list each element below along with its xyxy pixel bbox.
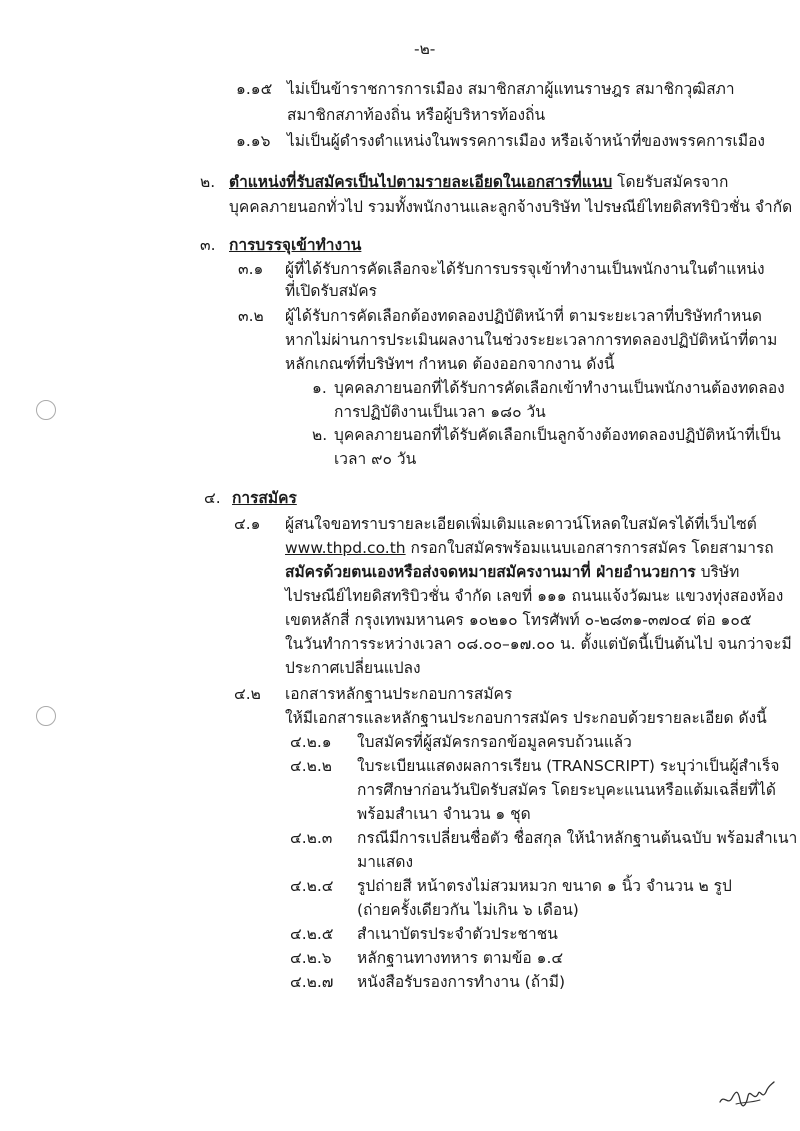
punch-hole-icon bbox=[36, 400, 56, 420]
subitem-number: ๑. bbox=[312, 379, 327, 397]
subitem-number: ๒. bbox=[312, 426, 328, 444]
doc-number: ๔.๒.๑ bbox=[290, 733, 332, 751]
section-4-heading: การสมัคร bbox=[232, 489, 297, 507]
punch-hole-icon bbox=[36, 706, 56, 726]
doc-text: รูปถ่ายสี หน้าตรงไม่สวมหมวก ขนาด ๑ นิ้ว จำนวน ๒ รูป bbox=[357, 877, 732, 895]
section-number: ๒. bbox=[200, 173, 216, 191]
item-number: ๓.๑ bbox=[238, 260, 264, 278]
section-2-text: บุคคลภายนอกทั่วไป รวมทั้งพนักงานและลูกจ้างบริษัท ไปรษณีย์ไทยดิสทริบิวชั่น จำกัด bbox=[229, 198, 793, 216]
subitem-text: เวลา ๙๐ วัน bbox=[334, 450, 417, 468]
apply-instruction-bold: สมัครด้วยตนเองหรือส่งจดหมายสมัครงานมาที่ ฝ่ายอำนวยการ bbox=[285, 563, 696, 581]
item-text: ผู้ได้รับการคัดเลือกต้องทดลองปฏิบัติหน้าที่ ตามระยะเวลาที่บริษัทกำหนด bbox=[285, 307, 762, 325]
item-text bbox=[285, 537, 774, 559]
doc-text: กรณีมีการเปลี่ยนชื่อตัว ชื่อสกุล ให้นำหลักฐานต้นฉบับ พร้อมสำเนา bbox=[357, 829, 798, 847]
subitem-text: บุคคลภายนอกที่ได้รับการคัดเลือกเข้าทำงานเป็นพนักงานต้องทดลอง bbox=[334, 379, 785, 397]
item-text: หากไม่ผ่านการประเมินผลงานในช่วงระยะเวลาการทดลองปฏิบัติหน้าที่ตาม bbox=[285, 331, 778, 349]
item-text: เขตหลักสี่ กรุงเทพมหานคร ๑๐๒๑๐ โทรศัพท์ ๐-๒๘๓๑-๓๗๐๔ ต่อ ๑๐๕ bbox=[285, 611, 752, 629]
doc-text: ใบระเบียนแสดงผลการเรียน (TRANSCRIPT) ระบุว่าเป็นผู้สำเร็จ bbox=[357, 757, 780, 775]
page-number: -๒- bbox=[414, 40, 436, 58]
section-2-heading-tail: โดยรับสมัครจาก bbox=[612, 173, 729, 191]
item-text-tail: กรอกใบสมัครพร้อมแนบเอกสารการสมัคร โดยสามารถ bbox=[405, 539, 774, 557]
doc-text: พร้อมสำเนา จำนวน ๑ ชุด bbox=[357, 805, 531, 823]
doc-text: (ถ่ายครั้งเดียวกัน ไม่เกิน ๖ เดือน) bbox=[357, 901, 579, 919]
doc-number: ๔.๒.๒ bbox=[290, 757, 333, 775]
section-number: ๔. bbox=[204, 489, 221, 507]
item-number: ๔.๑ bbox=[234, 515, 261, 533]
doc-text: หนังสือรับรองการทำงาน (ถ้ามี) bbox=[357, 973, 566, 991]
item-text: ผู้ที่ได้รับการคัดเลือกจะได้รับการบรรจุเข้าทำงานเป็นพนักงานในตำแหน่ง bbox=[285, 260, 765, 278]
website-link[interactable]: www.thpd.co.th bbox=[285, 539, 406, 557]
section-2-heading-line bbox=[229, 171, 728, 193]
item-text: ที่เปิดรับสมัคร bbox=[285, 282, 377, 300]
section-3-heading: การบรรจุเข้าทำงาน bbox=[229, 236, 362, 254]
doc-number: ๔.๒.๗ bbox=[290, 973, 334, 991]
doc-text: สำเนาบัตรประจำตัวประชาชน bbox=[357, 925, 558, 943]
item-text: ไปรษณีย์ไทยดิสทริบิวชั่น จำกัด เลขที่ ๑๑๑ ถนนแจ้งวัฒนะ แขวงทุ่งสองห้อง bbox=[285, 587, 784, 605]
signature-icon bbox=[716, 1076, 780, 1110]
item-number: ๔.๒ bbox=[234, 685, 261, 703]
item-text: ประกาศเปลี่ยนแปลง bbox=[285, 659, 421, 677]
item-text: สมาชิกสภาท้องถิ่น หรือผู้บริหารท้องถิ่น bbox=[287, 106, 546, 124]
doc-number: ๔.๒.๖ bbox=[290, 949, 332, 967]
doc-text: การศึกษาก่อนวันปิดรับสมัคร โดยระบุคะแนนหรือแต้มเฉลี่ยที่ได้ bbox=[357, 781, 776, 799]
doc-number: ๔.๒.๔ bbox=[290, 877, 334, 895]
item-text: ไม่เป็นข้าราชการการเมือง สมาชิกสภาผู้แทนราษฎร สมาชิกวุฒิสภา bbox=[287, 80, 735, 98]
doc-text: ใบสมัครที่ผู้สมัครกรอกข้อมูลครบถ้วนแล้ว bbox=[357, 733, 632, 751]
doc-number: ๔.๒.๕ bbox=[290, 925, 334, 943]
item-number: ๓.๒ bbox=[238, 307, 264, 325]
item-text: หลักเกณฑ์ที่บริษัทฯ กำหนด ต้องออกจากงาน ดังนี้ bbox=[285, 355, 615, 373]
item-text: ผู้สนใจขอทราบรายละเอียดเพิ่มเติมและดาวน์โหลดใบสมัครได้ที่เว็บไซต์ bbox=[285, 515, 757, 533]
item-number: ๑.๑๕ bbox=[236, 80, 273, 98]
item-text: ในวันทำการระหว่างเวลา ๐๘.๐๐–๑๗.๐๐ น. ตั้งแต่บัดนี้เป็นต้นไป จนกว่าจะมี bbox=[285, 635, 792, 653]
doc-text: มาแสดง bbox=[357, 853, 414, 871]
subitem-text: การปฏิบัติงานเป็นเวลา ๑๘๐ วัน bbox=[334, 403, 546, 421]
section-number: ๓. bbox=[200, 236, 216, 254]
doc-number: ๔.๒.๓ bbox=[290, 829, 333, 847]
item-number: ๑.๑๖ bbox=[236, 132, 271, 150]
section-2-heading: ตำแหน่งที่รับสมัครเป็นไปตามรายละเอียดในเอกสารที่แนบ bbox=[229, 173, 613, 191]
item-title: เอกสารหลักฐานประกอบการสมัคร bbox=[285, 685, 513, 703]
item-text-tail: บริษัท bbox=[695, 563, 740, 581]
subitem-text: บุคคลภายนอกที่ได้รับคัดเลือกเป็นลูกจ้างต้องทดลองปฏิบัติหน้าที่เป็น bbox=[334, 426, 781, 444]
item-text bbox=[285, 561, 739, 583]
item-text: ให้มีเอกสารและหลักฐานประกอบการสมัคร ประกอบด้วยรายละเอียด ดังนี้ bbox=[285, 709, 767, 727]
doc-text: หลักฐานทางทหาร ตามข้อ ๑.๔ bbox=[357, 949, 564, 967]
item-text: ไม่เป็นผู้ดำรงตำแหน่งในพรรคการเมือง หรือเจ้าหน้าที่ของพรรคการเมือง bbox=[287, 132, 765, 150]
